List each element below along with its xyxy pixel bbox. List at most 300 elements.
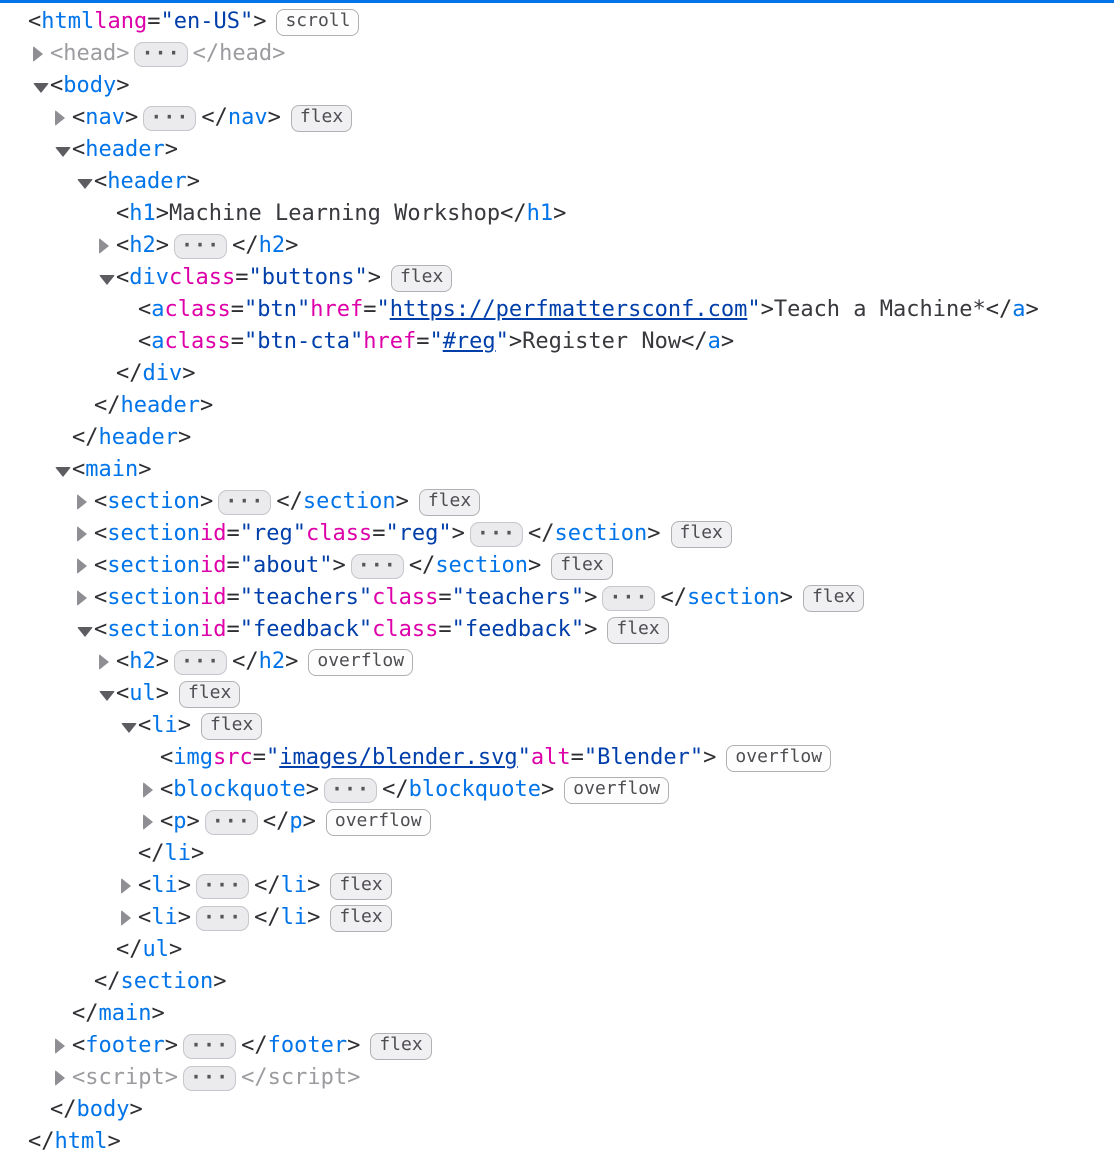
attribute-value: "btn-cta"	[243, 329, 364, 354]
tag-name: section	[686, 585, 780, 610]
attribute-value: "	[517, 745, 531, 770]
syntax-bracket: >	[199, 393, 214, 418]
inline-expander-button[interactable]: ···	[134, 42, 187, 67]
tag-name: h2	[258, 233, 286, 258]
syntax-bracket: </	[276, 489, 303, 514]
tag-name: footer	[85, 1033, 165, 1058]
tag-name: li	[280, 905, 308, 930]
tag-name: ul	[129, 681, 156, 706]
syntax-bracket: =	[372, 521, 386, 546]
dom-tree-row[interactable]	[0, 1126, 1114, 1158]
syntax-bracket: >	[285, 649, 299, 674]
syntax-bracket: </	[660, 585, 687, 610]
syntax-bracket: >	[164, 1065, 178, 1090]
syntax-bracket: </	[262, 809, 290, 834]
dom-tree-row[interactable]	[0, 774, 1114, 806]
flex-badge[interactable]: flex	[803, 585, 864, 612]
triangle-right-glyph	[55, 1070, 65, 1086]
syntax-bracket: >	[186, 809, 200, 834]
expand-arrow-icon[interactable]	[77, 550, 94, 582]
triangle-right-glyph	[77, 590, 87, 606]
inline-expander-button[interactable]: ···	[470, 522, 523, 547]
inline-expander-button[interactable]: ···	[218, 490, 271, 515]
inline-expander-button[interactable]: ···	[174, 650, 227, 675]
syntax-bracket: <	[138, 713, 152, 738]
collapse-arrow-icon[interactable]	[77, 166, 94, 198]
expand-arrow-icon[interactable]	[121, 870, 138, 902]
syntax-bracket: >	[760, 297, 774, 322]
syntax-bracket: <	[138, 873, 152, 898]
tag-name: p	[289, 809, 303, 834]
syntax-bracket: </	[232, 233, 259, 258]
dom-tree-row[interactable]	[0, 38, 1114, 70]
syntax-bracket: >	[129, 1097, 143, 1122]
collapse-arrow-icon[interactable]	[99, 678, 116, 710]
dom-tree-row[interactable]	[0, 358, 1114, 390]
syntax-bracket: >	[155, 649, 169, 674]
syntax-bracket: >	[213, 969, 227, 994]
flex-badge[interactable]: flex	[201, 713, 262, 740]
collapse-arrow-icon[interactable]	[121, 710, 138, 742]
triangle-right-glyph	[143, 814, 153, 830]
flex-badge[interactable]: flex	[330, 905, 391, 932]
syntax-bracket: >	[528, 553, 542, 578]
tag-name: body	[63, 73, 117, 98]
flex-badge[interactable]: flex	[179, 681, 240, 708]
triangle-down-glyph	[99, 691, 115, 701]
triangle-down-glyph	[55, 467, 71, 477]
syntax-bracket: <	[50, 73, 64, 98]
dom-tree-row[interactable]	[0, 1062, 1114, 1094]
syntax-bracket: >	[395, 489, 409, 514]
syntax-bracket: </	[201, 105, 228, 130]
expand-arrow-icon[interactable]	[77, 582, 94, 614]
collapse-arrow-icon[interactable]	[55, 134, 72, 166]
arrow-spacer	[77, 966, 94, 998]
tag-name: body	[76, 1097, 130, 1122]
dom-tree-row[interactable]	[0, 390, 1114, 422]
attribute-name: alt	[530, 745, 571, 770]
syntax-bracket: >	[779, 585, 793, 610]
syntax-bracket: <	[94, 521, 108, 546]
flex-badge[interactable]: flex	[391, 265, 452, 292]
flex-badge[interactable]: flex	[671, 521, 732, 548]
dom-tree-row[interactable]	[0, 486, 1114, 518]
syntax-bracket: >	[199, 489, 214, 514]
dom-tree-row[interactable]	[0, 102, 1114, 134]
syntax-bracket: <	[116, 649, 130, 674]
arrow-spacer	[11, 6, 28, 38]
syntax-bracket: >	[155, 681, 169, 706]
tag-name: script	[267, 1065, 348, 1090]
attribute-name: id	[199, 553, 227, 578]
tag-name: h2	[129, 233, 156, 258]
text-node: Register Now	[522, 329, 682, 354]
triangle-right-glyph	[33, 46, 43, 62]
tag-name: section	[107, 521, 200, 546]
dom-tree-row[interactable]	[0, 326, 1114, 358]
inline-expander-button[interactable]: ···	[196, 874, 249, 899]
tag-name: section	[107, 617, 200, 642]
syntax-bracket: =	[226, 521, 240, 546]
tag-name: section	[435, 553, 529, 578]
syntax-bracket: >	[451, 521, 465, 546]
syntax-bracket: <	[94, 553, 108, 578]
dom-tree-row[interactable]	[0, 902, 1114, 934]
syntax-bracket: </	[72, 425, 99, 450]
arrow-spacer	[99, 358, 116, 390]
dom-tree-row[interactable]	[0, 518, 1114, 550]
attribute-name: class	[372, 585, 439, 610]
tag-name: head	[219, 41, 273, 66]
syntax-bracket: <	[138, 905, 152, 930]
dom-tree-row[interactable]	[0, 454, 1114, 486]
syntax-bracket: </	[116, 361, 143, 386]
syntax-bracket: >	[169, 937, 183, 962]
triangle-right-glyph	[99, 238, 109, 254]
syntax-bracket: </	[382, 777, 409, 802]
syntax-bracket: >	[177, 425, 192, 450]
arrow-spacer	[99, 198, 116, 230]
syntax-bracket: >	[155, 201, 169, 226]
triangle-right-glyph	[77, 558, 87, 574]
syntax-bracket: >	[177, 905, 191, 930]
tag-name: a	[151, 329, 165, 354]
syntax-bracket: </	[116, 937, 143, 962]
attribute-value: "Blender"	[583, 745, 704, 770]
triangle-right-glyph	[121, 878, 131, 894]
syntax-bracket: <	[94, 169, 108, 194]
triangle-down-glyph	[77, 179, 93, 189]
attribute-value: "about"	[239, 553, 333, 578]
overflow-badge[interactable]: overflow	[726, 745, 831, 772]
attribute-name: id	[199, 585, 227, 610]
inline-expander-button[interactable]: ···	[143, 106, 196, 131]
syntax-bracket: >	[155, 233, 169, 258]
syntax-bracket: =	[230, 297, 244, 322]
scroll-badge[interactable]: scroll	[276, 9, 359, 36]
attribute-value: "reg"	[239, 521, 306, 546]
overflow-badge[interactable]: overflow	[564, 777, 669, 804]
attribute-name: src	[213, 745, 253, 770]
syntax-bracket: >	[107, 1129, 121, 1154]
triangle-down-glyph	[55, 147, 71, 157]
dom-tree-row[interactable]	[0, 422, 1114, 454]
tag-name: section	[107, 489, 200, 514]
syntax-bracket: >	[186, 169, 200, 194]
tag-name: section	[120, 969, 214, 994]
syntax-bracket: </	[94, 969, 121, 994]
tag-name: blockquote	[173, 777, 306, 802]
syntax-bracket: <	[72, 1065, 86, 1090]
attribute-name: lang	[94, 9, 148, 34]
expand-arrow-icon[interactable]	[33, 38, 50, 70]
syntax-bracket: </	[241, 1033, 268, 1058]
tag-name: div	[142, 361, 183, 386]
syntax-bracket: <	[160, 745, 174, 770]
dom-tree-row[interactable]	[0, 934, 1114, 966]
dom-tree-row[interactable]	[0, 998, 1114, 1030]
tag-name: script	[85, 1065, 165, 1090]
syntax-bracket: >	[138, 457, 152, 482]
syntax-bracket: >	[267, 105, 281, 130]
tag-name: nav	[85, 105, 125, 130]
syntax-bracket: <	[116, 233, 130, 258]
dom-tree-row[interactable]	[0, 614, 1114, 646]
syntax-bracket: >	[647, 521, 661, 546]
dom-tree-panel[interactable]	[0, 3, 1114, 1158]
tag-name: h1	[129, 201, 156, 226]
syntax-bracket: </	[408, 553, 436, 578]
attribute-link-value: images/blender.svg	[279, 745, 518, 770]
dom-tree-row[interactable]	[0, 230, 1114, 262]
inline-expander-button[interactable]: ···	[205, 810, 258, 835]
syntax-bracket: </	[50, 1097, 77, 1122]
attribute-name: class	[305, 521, 373, 546]
text-node: Machine Learning Workshop	[169, 201, 501, 226]
dom-tree-row[interactable]	[0, 646, 1114, 678]
attribute-value: "	[495, 329, 509, 354]
attribute-value: "	[376, 297, 390, 322]
dom-tree-row[interactable]	[0, 70, 1114, 102]
dom-tree-row[interactable]	[0, 166, 1114, 198]
arrow-spacer	[33, 1094, 50, 1126]
syntax-bracket: <	[116, 265, 130, 290]
tag-name: div	[129, 265, 169, 290]
dom-tree-row[interactable]	[0, 710, 1114, 742]
syntax-bracket: =	[147, 9, 161, 34]
triangle-down-glyph	[121, 723, 137, 733]
dom-tree-row[interactable]	[0, 678, 1114, 710]
inline-expander-button[interactable]: ···	[183, 1066, 236, 1091]
syntax-bracket: >	[272, 41, 286, 66]
tag-name: section	[302, 489, 396, 514]
syntax-bracket: <	[116, 201, 130, 226]
triangle-down-glyph	[77, 627, 93, 637]
syntax-bracket: =	[230, 329, 244, 354]
syntax-bracket: <	[160, 777, 174, 802]
tag-name: header	[85, 137, 165, 162]
syntax-bracket: =	[570, 745, 584, 770]
tag-name: blockquote	[408, 777, 542, 802]
attribute-value: "teachers"	[239, 585, 373, 610]
expand-arrow-icon[interactable]	[55, 1062, 72, 1094]
tag-name: li	[151, 905, 178, 930]
attribute-name: href	[310, 297, 364, 322]
syntax-bracket: >	[307, 905, 321, 930]
syntax-bracket: >	[182, 361, 196, 386]
arrow-spacer	[121, 326, 138, 358]
dom-tree-row[interactable]	[0, 198, 1114, 230]
inline-expander-button[interactable]: ···	[183, 1034, 236, 1059]
expand-arrow-icon[interactable]	[99, 646, 116, 678]
attribute-value: "feedback"	[451, 617, 585, 642]
tag-name: section	[107, 585, 200, 610]
expand-arrow-icon[interactable]	[55, 1030, 72, 1062]
overflow-badge[interactable]: overflow	[308, 649, 413, 676]
dom-tree-row[interactable]	[0, 966, 1114, 998]
arrow-spacer	[121, 294, 138, 326]
expand-arrow-icon[interactable]	[99, 230, 116, 262]
syntax-bracket: </	[138, 841, 165, 866]
triangle-right-glyph	[77, 526, 87, 542]
attribute-name: class	[164, 329, 231, 354]
syntax-bracket: >	[703, 745, 717, 770]
tag-name: h2	[129, 649, 156, 674]
syntax-bracket: </	[985, 297, 1013, 322]
attribute-value: "	[266, 745, 280, 770]
triangle-right-glyph	[143, 782, 153, 798]
tag-name: header	[107, 169, 187, 194]
syntax-bracket: </	[28, 1129, 55, 1154]
flex-badge[interactable]: flex	[419, 489, 480, 516]
arrow-spacer	[77, 390, 94, 422]
triangle-right-glyph	[55, 110, 65, 126]
attribute-link-value: #reg	[442, 329, 496, 354]
arrow-spacer	[99, 934, 116, 966]
triangle-right-glyph	[99, 654, 109, 670]
attribute-name: href	[363, 329, 417, 354]
triangle-right-glyph	[121, 910, 131, 926]
tag-name: nav	[227, 105, 268, 130]
tag-name: li	[164, 841, 191, 866]
syntax-bracket: >	[553, 201, 567, 226]
expand-arrow-icon[interactable]	[121, 902, 138, 934]
attribute-value: "	[747, 297, 761, 322]
syntax-bracket: >	[177, 873, 191, 898]
tag-name: section	[107, 553, 200, 578]
syntax-bracket: >	[191, 841, 205, 866]
triangle-down-glyph	[99, 275, 115, 285]
dom-tree-row[interactable]	[0, 742, 1114, 774]
tag-name: header	[98, 425, 178, 450]
dom-tree-row[interactable]	[0, 6, 1114, 38]
syntax-bracket: >	[253, 9, 267, 34]
dom-tree-row[interactable]	[0, 582, 1114, 614]
inline-expander-button[interactable]: ···	[196, 906, 249, 931]
syntax-bracket: <	[138, 329, 152, 354]
expand-arrow-icon[interactable]	[77, 518, 94, 550]
syntax-bracket: <	[72, 1033, 86, 1058]
dom-tree-row[interactable]	[0, 1094, 1114, 1126]
tag-name: p	[173, 809, 187, 834]
arrow-spacer	[121, 838, 138, 870]
syntax-bracket: >	[116, 73, 130, 98]
syntax-bracket: >	[302, 809, 316, 834]
flex-badge[interactable]: flex	[607, 617, 668, 644]
syntax-bracket: >	[541, 777, 555, 802]
dom-tree-row[interactable]	[0, 134, 1114, 166]
dom-tree-row[interactable]	[0, 550, 1114, 582]
syntax-bracket: =	[226, 585, 240, 610]
flex-badge[interactable]: flex	[370, 1033, 431, 1060]
collapse-arrow-icon[interactable]	[33, 70, 50, 102]
collapse-arrow-icon[interactable]	[99, 262, 116, 294]
expand-arrow-icon[interactable]	[77, 486, 94, 518]
tag-name: li	[151, 713, 178, 738]
syntax-bracket: >	[720, 329, 735, 354]
collapse-arrow-icon[interactable]	[77, 614, 94, 646]
syntax-bracket: >	[164, 1033, 178, 1058]
dom-tree-row[interactable]	[0, 1030, 1114, 1062]
syntax-bracket: >	[584, 585, 598, 610]
collapse-arrow-icon[interactable]	[55, 454, 72, 486]
triangle-right-glyph	[55, 1038, 65, 1054]
dom-tree-row[interactable]	[0, 262, 1114, 294]
syntax-bracket: >	[367, 265, 381, 290]
syntax-bracket: </	[500, 201, 527, 226]
inline-expander-button[interactable]: ···	[174, 234, 227, 259]
syntax-bracket: >	[347, 1033, 361, 1058]
inline-expander-button[interactable]: ···	[351, 554, 404, 579]
arrow-spacer	[143, 742, 160, 774]
syntax-bracket: <	[160, 809, 174, 834]
tag-name: a	[707, 329, 721, 354]
inline-expander-button[interactable]: ···	[602, 586, 655, 611]
syntax-bracket: </	[192, 41, 220, 66]
syntax-bracket: =	[235, 265, 249, 290]
syntax-bracket: <	[94, 617, 108, 642]
syntax-bracket: <	[72, 457, 86, 482]
attribute-value: "buttons"	[248, 265, 368, 290]
arrow-spacer	[55, 998, 72, 1030]
triangle-right-glyph	[77, 494, 87, 510]
tag-name: main	[85, 457, 139, 482]
attribute-value: "teachers"	[451, 585, 585, 610]
tag-name: section	[554, 521, 648, 546]
syntax-bracket: <	[116, 681, 130, 706]
syntax-bracket: >	[177, 713, 191, 738]
tag-name: head	[63, 41, 117, 66]
syntax-bracket: </	[72, 1001, 99, 1026]
syntax-bracket: =	[226, 553, 240, 578]
syntax-bracket: <	[50, 41, 64, 66]
inline-expander-button[interactable]: ···	[324, 778, 377, 803]
syntax-bracket: </	[681, 329, 708, 354]
syntax-bracket: >	[164, 137, 178, 162]
syntax-bracket: >	[125, 105, 139, 130]
syntax-bracket: </	[528, 521, 555, 546]
tag-name: a	[1012, 297, 1026, 322]
syntax-bracket: =	[416, 329, 430, 354]
syntax-bracket: <	[138, 297, 152, 322]
tag-name: a	[151, 297, 165, 322]
attribute-link-value: https://perfmattersconf.com	[389, 297, 748, 322]
syntax-bracket: <	[72, 137, 86, 162]
syntax-bracket: >	[347, 1065, 361, 1090]
dom-tree-row[interactable]	[0, 870, 1114, 902]
flex-badge[interactable]: flex	[291, 105, 352, 132]
triangle-down-glyph	[33, 83, 49, 93]
expand-arrow-icon[interactable]	[55, 102, 72, 134]
expand-arrow-icon[interactable]	[143, 806, 160, 838]
syntax-bracket: >	[584, 617, 598, 642]
arrow-spacer	[11, 1126, 28, 1158]
syntax-bracket: </	[254, 905, 281, 930]
dom-tree-row[interactable]	[0, 294, 1114, 326]
dom-tree-row[interactable]	[0, 806, 1114, 838]
expand-arrow-icon[interactable]	[143, 774, 160, 806]
arrow-spacer	[55, 422, 72, 454]
tag-name: ul	[142, 937, 169, 962]
flex-badge[interactable]: flex	[551, 553, 612, 580]
overflow-badge[interactable]: overflow	[326, 809, 431, 836]
flex-badge[interactable]: flex	[330, 873, 391, 900]
syntax-bracket: >	[332, 553, 346, 578]
tag-name: html	[41, 9, 95, 34]
tag-name: header	[120, 393, 200, 418]
dom-tree-row[interactable]	[0, 838, 1114, 870]
